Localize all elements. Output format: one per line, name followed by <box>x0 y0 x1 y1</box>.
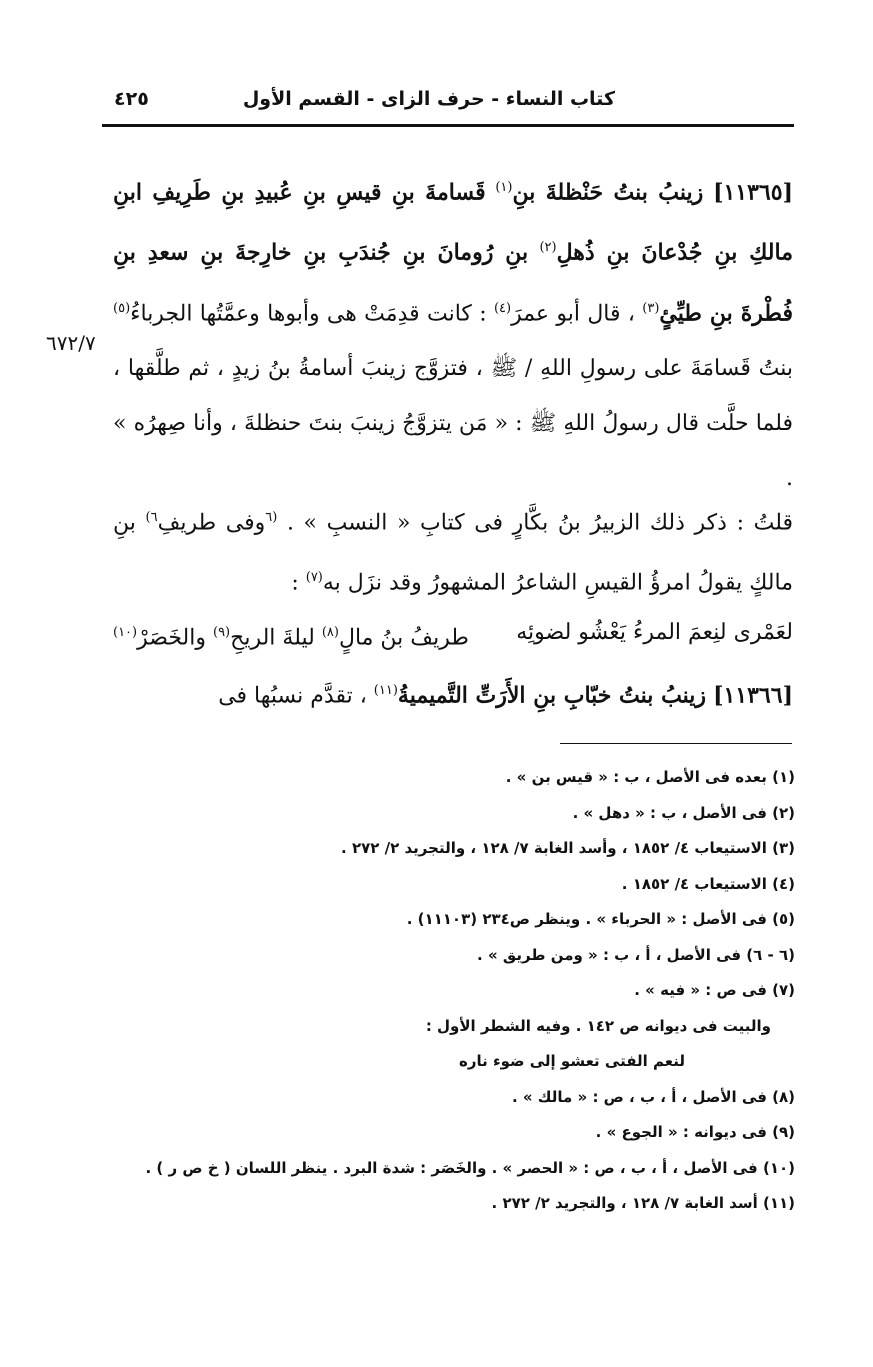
author-note-paragraph <box>113 490 793 611</box>
footnote-verse: لنعم الفتى تعشو إلى ضوء ناره <box>458 1052 685 1070</box>
entry-name-part: زينبُ بنتُ خبّابِ بنِ الأَرَتِّ التَّميميةُ <box>397 682 707 709</box>
running-header-title: كتاب النساء - حرف الزاى - القسم الأول <box>242 88 615 110</box>
footnotes <box>75 760 795 1222</box>
note-text: وفى طريفِ <box>157 510 266 536</box>
note-text: : <box>291 570 299 596</box>
entry-name-part: قَسامةَ بنِ قيسِ بنِ عُبيدِ بنِ طَرِيفِ ابنِ مالكِ بنِ جُدْعانَ بنِ ذُهلِ <box>113 179 793 266</box>
entry-text: ، تقدَّم نسبُها فى <box>218 683 367 709</box>
page-number: ٤٢٥ <box>114 88 149 110</box>
footnote-ref: (٧) <box>305 570 323 586</box>
entry-11366 <box>113 663 793 723</box>
footnote-ref: (٦ <box>265 510 278 525</box>
footnote: (١١) أسد الغابة ٧/ ١٢٨ ، والتجريد ٢/ ٢٧٢ . <box>491 1194 795 1212</box>
footnote: (٨) فى الأصل ، أ ، ب ، ص : « مالك » . <box>511 1087 795 1106</box>
footnote: (٥) فى الأصل : « الحرباء » . وينظر ص٢٣٤ (١١١٠٣) . <box>406 910 795 928</box>
footnote: (٤) الاستيعاب ٤/ ١٨٥٢ . <box>621 874 795 893</box>
note-text: بنِ مالكٍ يقولُ امرؤُ القيسِ الشاعرُ المشهورُ وقد نزَل به <box>113 510 793 596</box>
footnote: (٢) فى الأصل ، ب : « دهل » . <box>572 803 795 822</box>
entry-11365 <box>113 160 793 506</box>
footnote-ref: (٨) <box>321 625 339 640</box>
footnote: (١٠) فى الأصل ، أ ، ب ، ص : « الحصر » . والخَصَر : شدة البرد . ينظر اللسان ( خ ص ر ) . <box>145 1158 795 1177</box>
footnote: (١) بعده فى الأصل ، ب : « قيس بن » . <box>505 768 795 786</box>
entry-text: بنتُ قَسامَةَ على رسولِ اللهِ / ﷺ ، فتزوَّج زينبَ أسامةُ بنُ زيدٍ ، ثم طلَّقها ، فلما حلَّت قال رسولُ اللهِ ﷺ : « مَن يتزوَّجُ زينبَ بنتَ حنظلةَ ، وأنا صِهرُه » . <box>113 355 793 491</box>
entry-text: ، قال أبو عمرَ <box>511 300 635 326</box>
entry-name-part: بنِ رُومانَ بنِ جُندَبِ بنِ خارِجةَ بنِ سعدِ بنِ فُطْرةَ بنِ طيِّئٍ <box>113 239 793 326</box>
footnote: (٦ - ٦) فى الأصل ، أ ، ب : « ومن طريق » . <box>477 945 795 964</box>
entry-number: [١١٣٦٦] <box>713 682 793 709</box>
footnote: (٩) فى ديوانه : « الجوع » . <box>595 1123 795 1141</box>
entry-name-part: زينبُ بنتُ حَنْظلةَ بنِ <box>512 179 704 206</box>
note-text: قلتُ : ذكر ذلك الزبيرُ بنُ بكَّارٍ فى كتابِ « النسبِ » . <box>286 510 794 536</box>
entry-number: [١١٣٦٥] <box>713 179 793 206</box>
entry-text: : كانت قدِمَتْ هى وأبوها وعمَّتُها الجرباءُ <box>130 300 487 326</box>
poem-verse <box>113 605 793 665</box>
footnote-divider <box>560 743 792 744</box>
footnote-ref: (٥) <box>113 300 131 316</box>
footnote-ref: (١٠) <box>113 625 138 640</box>
header-divider <box>102 124 794 127</box>
footnote-ref: (١) <box>495 180 513 195</box>
footnote: (٧) فى ص : « فيه » . <box>634 981 795 999</box>
poem-hemistich-1: لعَمْرى لنِعمَ المرءُ يَعْشُو لضوئِه <box>516 620 793 645</box>
poem-hemistich-2: طريفُ بنُ مالٍ$^{(٨)}$ ليلةَ الريحِ$^{(٩)}$ والخَصَرْ$^{(١٠)}$ <box>113 625 469 651</box>
footnote-ref: (٣) <box>642 300 660 316</box>
margin-volume-page-ref: ٦٧٢/٧ <box>46 331 96 355</box>
footnote-continuation: والبيت فى ديوانه ص ١٤٢ . وفيه الشطر الأول : <box>425 1016 771 1035</box>
footnote: (٣) الاستيعاب ٤/ ١٨٥٢ ، وأسد الغابة ٧/ ١٢٨ ، والتجريد ٢/ ٢٧٢ . <box>341 839 795 857</box>
footnote-ref: (٩) <box>212 625 231 640</box>
footnote-ref: (١١) <box>373 683 398 698</box>
footnote-ref: (٤) <box>493 300 512 316</box>
footnote-ref: (٢) <box>539 240 557 256</box>
footnote-ref: ٦) <box>145 510 158 525</box>
